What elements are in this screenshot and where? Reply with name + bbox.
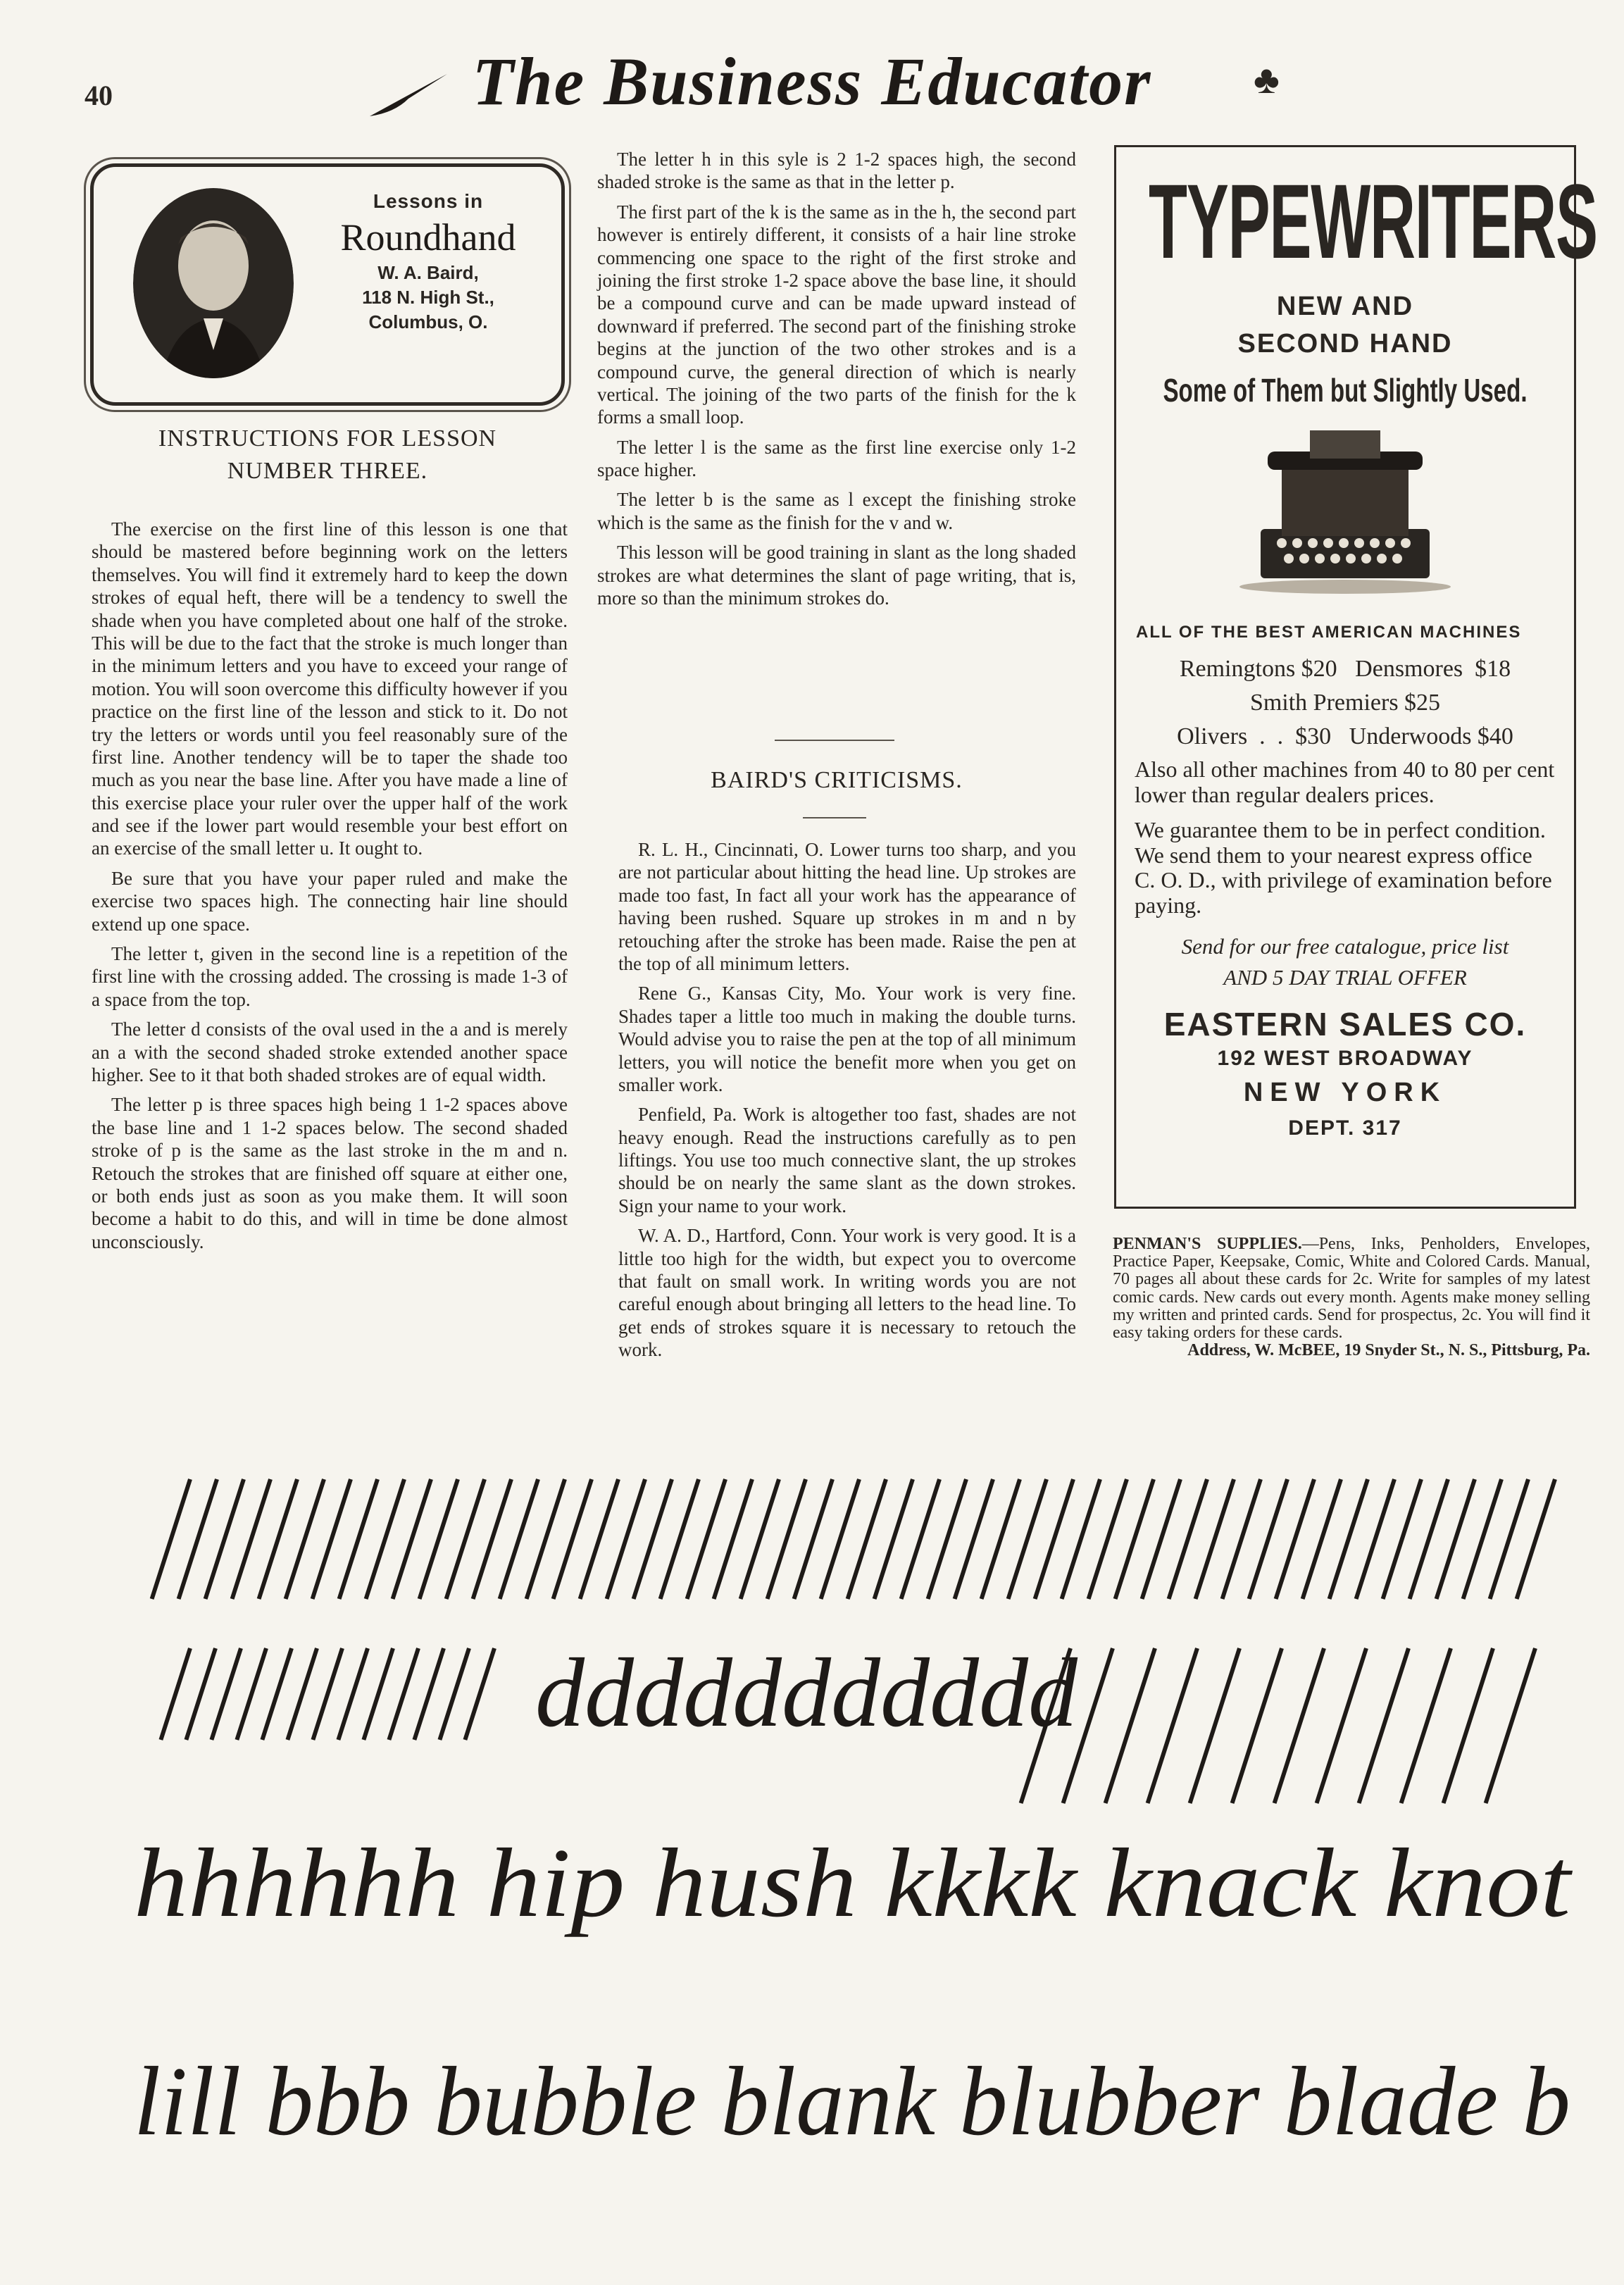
exercise-stroke: [1359, 1648, 1408, 1803]
typewriter-icon: [1232, 423, 1458, 599]
penman-lead: PENMAN'S SUPPLIES.: [1113, 1235, 1302, 1253]
exercise-stroke: [161, 1648, 190, 1740]
exercise-stroke: [439, 1648, 469, 1740]
lesson-box: [90, 163, 565, 406]
paragraph: The letter t, given in the second line is a repetition of the first line with the crossing added. The crossing is made 1-3 of a space from the top.: [92, 943, 568, 1010]
ad-best-machines: ALL OF THE BEST AMERICAN MACHINES: [1136, 623, 1522, 642]
paragraph: The letter b is the same as l except the finishing stroke which is the same as the finish for the v and w.: [597, 489, 1076, 533]
paragraph: The letter p is three spaces high being 1 1-2 spaces above the base line and 1 1-2 spaces below. The second shaded stroke of p is the same as the last stroke in the m and n. Retouch the strokes that are finished off square at either one, or both ends just as soon as you make them. It will soon become a habit to do this, and will in time be done almost unconsciously.: [92, 1094, 568, 1252]
ad-dept: DEPT. 317: [1288, 1116, 1402, 1140]
typewriter-ad: [1114, 145, 1597, 1209]
left-column-text: [92, 518, 568, 1260]
ad-tagline: Some of Them but Slightly Used.: [1163, 372, 1528, 409]
exercise-stroke: [262, 1648, 292, 1740]
paragraph: This lesson will be good training in slant as the long shaded strokes are what determines the slant of page writing, that is, more so than the minimum strokes do.: [597, 542, 1076, 609]
paragraph: The letter h in this syle is 2 1-2 spaces high, the second shaded stroke is the same as that in the letter p.: [597, 149, 1076, 193]
paragraph: The exercise on the first line of this lesson is one that should be mastered before beginning work on the letters themselves. You will find it extremely hard to keep the down strokes of equal heft, there will be a tendency to swell the shade when you have completed about one half of the stroke. This will be due to the fact that the stroke is much longer than in the minimum letters and you have to exceed your range of motion. You will soon overcome this difficulty however if you practice on the first line of the lesson and stick to it. Do not try the letters or words until you feel reasonably sure of the first line. Another tendency will be to taper the shade too much as you near the base line. After you have made a line of this exercise place your ruler over the upper half of the work and see if the lower part would resemble your best effort on an exercise of the small letter u. It ought to.: [92, 518, 568, 859]
criticism: W. A. D., Hartford, Conn. Your work is very good. It is a little too high for the width, but expect you to overcome that fault on small work. In writing words you are not careful enough about bringing all letters to the head line. To get ends of strokes square it is necessary to retouch the work.: [618, 1225, 1076, 1361]
exercise-stroke: [414, 1648, 444, 1740]
masthead-title: The Business Educator: [472, 44, 1152, 119]
lessons-in-label: Lessons in: [373, 190, 484, 212]
criticism: Penfield, Pa. Work is altogether too fast, shades are not heavy enough. Read the instructions carefully as to pen liftings. You use too much connective slant, the up strokes should be on nearly the same slant as the down strokes. Sign your name to your work.: [618, 1104, 1076, 1216]
ad-subtitle-1: NEW AND: [1276, 292, 1414, 321]
exercise-stroke: [313, 1648, 342, 1740]
exercise-stroke: [1317, 1648, 1366, 1803]
criticisms-heading: BAIRD'S CRITICISMS.: [711, 767, 963, 793]
exercise-stroke: [1275, 1648, 1324, 1803]
paragraph: The letter d consists of the oval used in the a and is merely an a with the second shaded stroke extended another space higher. See to it that both shaded strokes are of equal width.: [92, 1019, 568, 1085]
page-number: 40: [85, 80, 113, 111]
criticisms-text: [618, 838, 1076, 1369]
middle-column-text: [597, 148, 1076, 616]
lesson-meta: [312, 188, 544, 335]
author-name: W. A. Baird,: [377, 261, 479, 283]
exercise-stroke: [1232, 1648, 1282, 1803]
paragraph: The first part of the k is the same as in the h, the second part however is entirely different, it consists of a hair line stroke commencing one space to the right of the first stroke and joining the first stroke 1-2 space above the base line, it should be a compound curve and can be made upward instead of downward if preferred. The second part of the finishing stroke begins at the junction of the two other strokes and is a compound curve, the general direction of which is nearly vertical. The joining of the two parts of the finish for the k forms a small loop.: [597, 201, 1076, 428]
penman-address: Address, W. McBEE, 19 Snyder St., N. S., Pittsburg, Pa.: [1187, 1341, 1590, 1360]
exercise-stroke: [1148, 1648, 1197, 1803]
exercise-stroke: [1106, 1648, 1155, 1803]
ad-street: 192 WEST BROADWAY: [1217, 1046, 1473, 1070]
penman-text: —Pens, Inks, Penholders, Envelopes, Practice Paper, Keepsake, Comic, White and Colored Cards. Manual, 70 pages all about these cards for 2c. Write for samples of my latest comic cards. New cards out every month. Agents make money selling my written and printed cards. Send for prospectus, 2c. You will find it easy taking orders for these cards.: [1113, 1235, 1590, 1342]
section-divider: [775, 740, 894, 741]
price-line-3: Olivers . . $30 Underwoods $40: [1177, 723, 1513, 749]
exercise-stroke: [237, 1648, 266, 1740]
exercise-stroke: [338, 1648, 368, 1740]
exercise-stroke: [287, 1648, 317, 1740]
criticism: R. L. H., Cincinnati, O. Lower turns too sharp, and you are not particular about hitting the head line. Up strokes are made too fast, In fact all your work has the appearance of having been rushed. Square up strokes in m and n by retouching after the stroke has been made. Raise the pen at the top of all minimum letters.: [618, 839, 1076, 974]
instructions-heading: INSTRUCTIONS FOR LESSON NUMBER THREE.: [158, 425, 497, 484]
exercise-stroke: [465, 1648, 494, 1740]
ad-offer-1: Send for our free catalogue, price list: [1181, 934, 1509, 959]
exercise-stroke: [389, 1648, 418, 1740]
exercise-stroke: [186, 1648, 216, 1740]
ad-city: NEW YORK: [1243, 1078, 1447, 1108]
exercise-stroke: [1486, 1648, 1535, 1803]
exercise-stroke: [1444, 1648, 1493, 1803]
exercise-stroke: [1401, 1648, 1451, 1803]
exercise-stroke: [363, 1648, 393, 1740]
exercise-stroke: [211, 1648, 241, 1740]
price-line-1: Remingtons $20 Densmores $18: [1179, 656, 1511, 683]
emblem-icon: ♣: [1254, 58, 1280, 102]
ad-company: EASTERN SALES CO.: [1163, 1005, 1527, 1042]
author-street: 118 N. High St.,: [362, 286, 494, 308]
ad-body-2: We guarantee them to be in perfect condition. We send them to your nearest express office C. O. D., with privilege of examination before paying.: [1135, 816, 1552, 919]
criticism: Rene G., Kansas City, Mo. Your work is very fine. Shades taper a little too much in making the double turns. Would advise you to raise the pen at the top of all minimum letters, you will notice the benefit more when you get on smaller work.: [618, 983, 1076, 1095]
paragraph: Be sure that you have your paper ruled and make the exercise two spaces high. The connecting hair line should extend up one space.: [92, 867, 568, 935]
exercise-line-3: hhhhhh hip hush kkkk knack knot: [134, 1829, 1573, 1938]
lesson-title: Roundhand: [340, 216, 516, 259]
heading-underline: [803, 817, 866, 818]
ad-body-1: Also all other machines from 40 to 80 per cent lower than regular dealers prices.: [1135, 757, 1555, 807]
price-line-2: Smith Premiers $25: [1249, 689, 1441, 716]
author-portrait: [133, 188, 294, 378]
penmanship-exercise-plate: [0, 1451, 1624, 2261]
exercise-stroke: [1190, 1648, 1239, 1803]
exercise-line-2-d: ddddddddddd: [535, 1638, 1078, 1748]
paragraph: The letter l is the same as the first line exercise only 1-2 space higher.: [597, 436, 1076, 481]
author-city: Columbus, O.: [368, 311, 488, 332]
penman-supplies-ad: [1113, 1235, 1590, 1359]
exercise-line-4: lill bbb bubble blank blubber blade b: [134, 2047, 1570, 2156]
ad-subtitle-2: SECOND HAND: [1237, 329, 1453, 359]
ad-title: TYPEWRITERS: [1149, 162, 1597, 280]
ad-offer-2: AND 5 DAY TRIAL OFFER: [1223, 964, 1467, 990]
